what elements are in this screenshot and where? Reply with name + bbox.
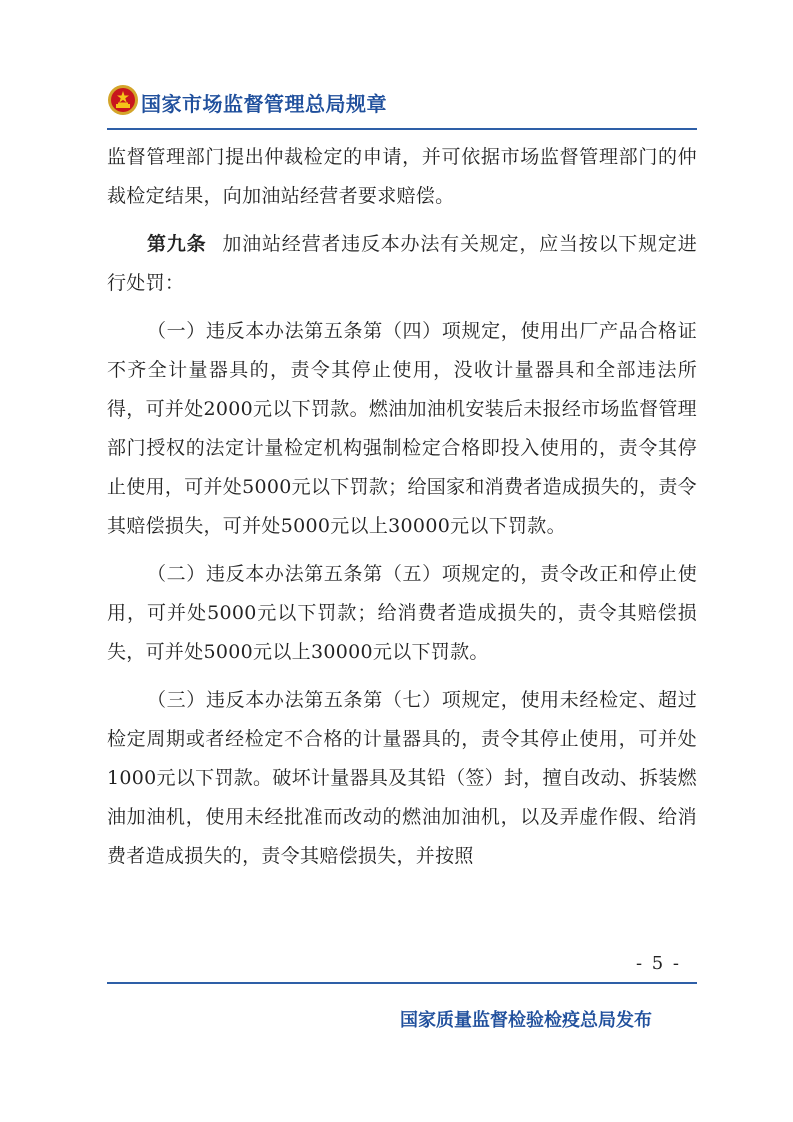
clause-three: （三）违反本办法第五条第（七）项规定，使用未经检定、超过检定周期或者经检定不合格的计量器具的，责令其停止使用，可并处1000元以下罚款。破坏计量器具及其铅（签）封，擅自改动、拆装燃油加油机，使用未经批准而改动的燃油加油机，以及弄虚作假、给消费者造成损失的，责令其赔偿损失，并按照 — [107, 689, 697, 867]
article-nine-text: 加油站经营者违反本办法有关规定，应当按以下规定进行处罚： — [107, 233, 697, 294]
clause-one: （一）违反本办法第五条第（四）项规定，使用出厂产品合格证不齐全计量器具的，责令其停止使用，没收计量器具和全部违法所得，可并处2000元以下罚款。燃油加油机安装后未报经市场监督管理部门授权的法定计量检定机构强制检定合格即投入使用的，责令其停止使用，可并处5000元以下罚款；给国家和消费者造成损失的，责令其赔偿损失，可并处5000元以上30000元以下罚款。 — [107, 320, 697, 537]
national-emblem-icon — [107, 84, 139, 116]
footer-divider — [107, 982, 697, 984]
article-label: 第九条 — [147, 233, 207, 255]
clause-two: （二）违反本办法第五条第（五）项规定的，责令改正和停止使用，可并处5000元以下罚款；给消费者造成损失的，责令其赔偿损失，可并处5000元以上30000元以下罚款。 — [107, 563, 697, 663]
footer-publisher: 国家质量监督检验检疫总局发布 — [400, 1010, 652, 1031]
header-title: 国家市场监督管理总局规章 — [141, 92, 387, 116]
page-header — [107, 84, 697, 124]
paragraph-continuation: 监督管理部门提出仲裁检定的申请，并可依据市场监督管理部门的仲裁检定结果，向加油站经营者要求赔偿。 — [107, 146, 697, 207]
page-number: - 5 - — [635, 953, 681, 974]
header-divider — [107, 128, 697, 130]
article-nine — [107, 225, 697, 303]
document-body — [107, 138, 697, 885]
